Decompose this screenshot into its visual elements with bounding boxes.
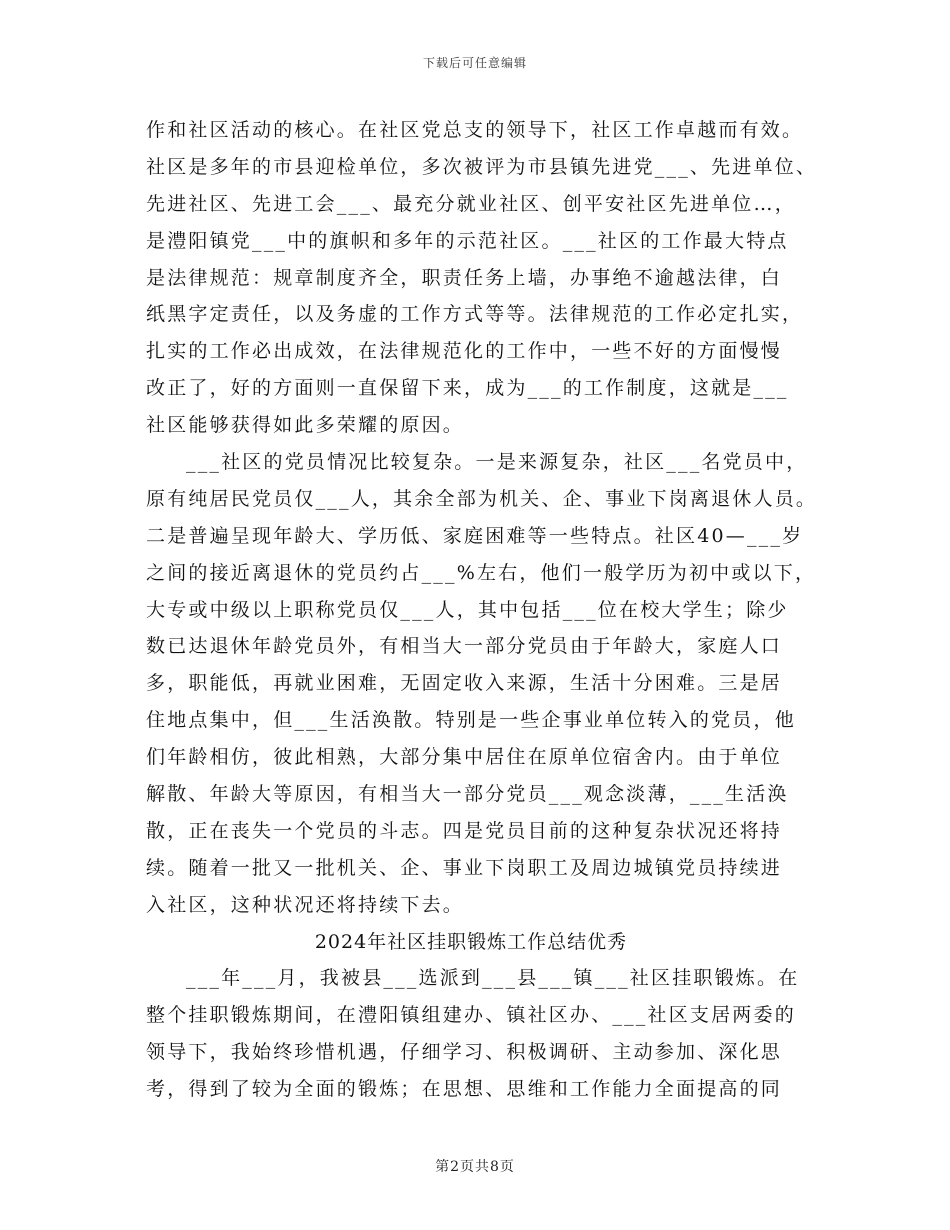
text-line: 社区能够获得如此多荣耀的原因。 bbox=[146, 414, 465, 437]
text-line: 纸黑字定责任，以及务虚的工作方式等等。法律规范的工作必定扎实， bbox=[146, 303, 804, 326]
paragraph-secondment-summary bbox=[146, 960, 816, 1108]
text-line: 改正了，好的方面则一直保留下来，成为___的工作制度，这就是___ bbox=[146, 377, 789, 400]
text-line: 多，职能低，再就业困难，无固定收入来源，生活十分困难。三是居 bbox=[146, 672, 783, 695]
text-line: 数已达退休年龄党员外，有相当大一部分党员由于年龄大，家庭人口 bbox=[146, 635, 783, 658]
page-number: 第2页共8页 bbox=[435, 1159, 515, 1175]
text-line: 大专或中级以上职称党员仅___人，其中包括___位在校大学生；除少 bbox=[146, 598, 789, 621]
text-line: 住地点集中，但___生活涣散。特别是一些企事业单位转入的党员，他 bbox=[146, 709, 796, 732]
page-header: 下载后可任意编辑 bbox=[422, 56, 527, 70]
text-line: 先进社区、先进工会___、最充分就业社区、创平安社区先进单位…， bbox=[146, 192, 796, 215]
paragraph-community-overview bbox=[146, 112, 816, 444]
text-line: ___社区的党员情况比较复杂。一是来源复杂，社区___名党员中， bbox=[186, 451, 808, 474]
text-line: 散，正在丧失一个党员的斗志。四是党员目前的这种复杂状况还将持 bbox=[146, 819, 783, 842]
text-line: 二是普遍呈现年龄大、学历低、家庭困难等一些特点。社区40—___岁 bbox=[146, 524, 804, 547]
text-line: 是澧阳镇党___中的旗帜和多年的示范社区。___社区的工作最大特点 bbox=[146, 229, 789, 252]
text-line: 续。随着一批又一批机关、企、事业下岗职工及周边城镇党员持续进 bbox=[146, 856, 783, 879]
text-line: 们年龄相仿，彼此相熟，大部分集中居住在原单位宿舍内。由于单位 bbox=[146, 746, 783, 769]
text-line: 是法律规范：规章制度齐全，职责任务上墙，办事绝不逾越法律，白 bbox=[146, 266, 783, 289]
text-line: 整个挂职锻炼期间，在澧阳镇组建办、镇社区办、___社区支居两委的 bbox=[146, 1004, 796, 1027]
text-line: 考，得到了较为全面的锻炼；在思想、思维和工作能力全面提高的同 bbox=[146, 1078, 783, 1101]
text-line: 领导下，我始终珍惜机遇，仔细学习、积极调研、主动参加、深化思 bbox=[146, 1041, 783, 1064]
text-line: 扎实的工作必出成效，在法律规范化的工作中，一些不好的方面慢慢 bbox=[146, 340, 783, 363]
text-line: 之间的接近离退休的党员约占___%左右，他们一般学历为初中或以下， bbox=[146, 561, 817, 584]
text-line: 作和社区活动的核心。在社区党总支的领导下，社区工作卓越而有效。 bbox=[146, 119, 804, 141]
document-body bbox=[146, 112, 816, 1108]
text-line: 原有纯居民党员仅___人，其余全部为机关、企、事业下岗离退休人员。 bbox=[146, 487, 818, 510]
section-title: 2024年社区挂职锻炼工作总结优秀 bbox=[314, 930, 628, 953]
text-line: 社区是多年的市县迎检单位，多次被评为市县镇先进党___、先进单位、 bbox=[146, 155, 818, 178]
text-line: ___年___月，我被县___选派到___县___镇___社区挂职锻炼。在 bbox=[186, 967, 800, 990]
paragraph-party-members bbox=[146, 444, 816, 924]
text-line: 入社区，这种状况还将持续下去。 bbox=[146, 893, 465, 916]
text-line: 解散、年龄大等原因，有相当大一部分党员___观念淡薄，___生活涣 bbox=[146, 783, 789, 806]
